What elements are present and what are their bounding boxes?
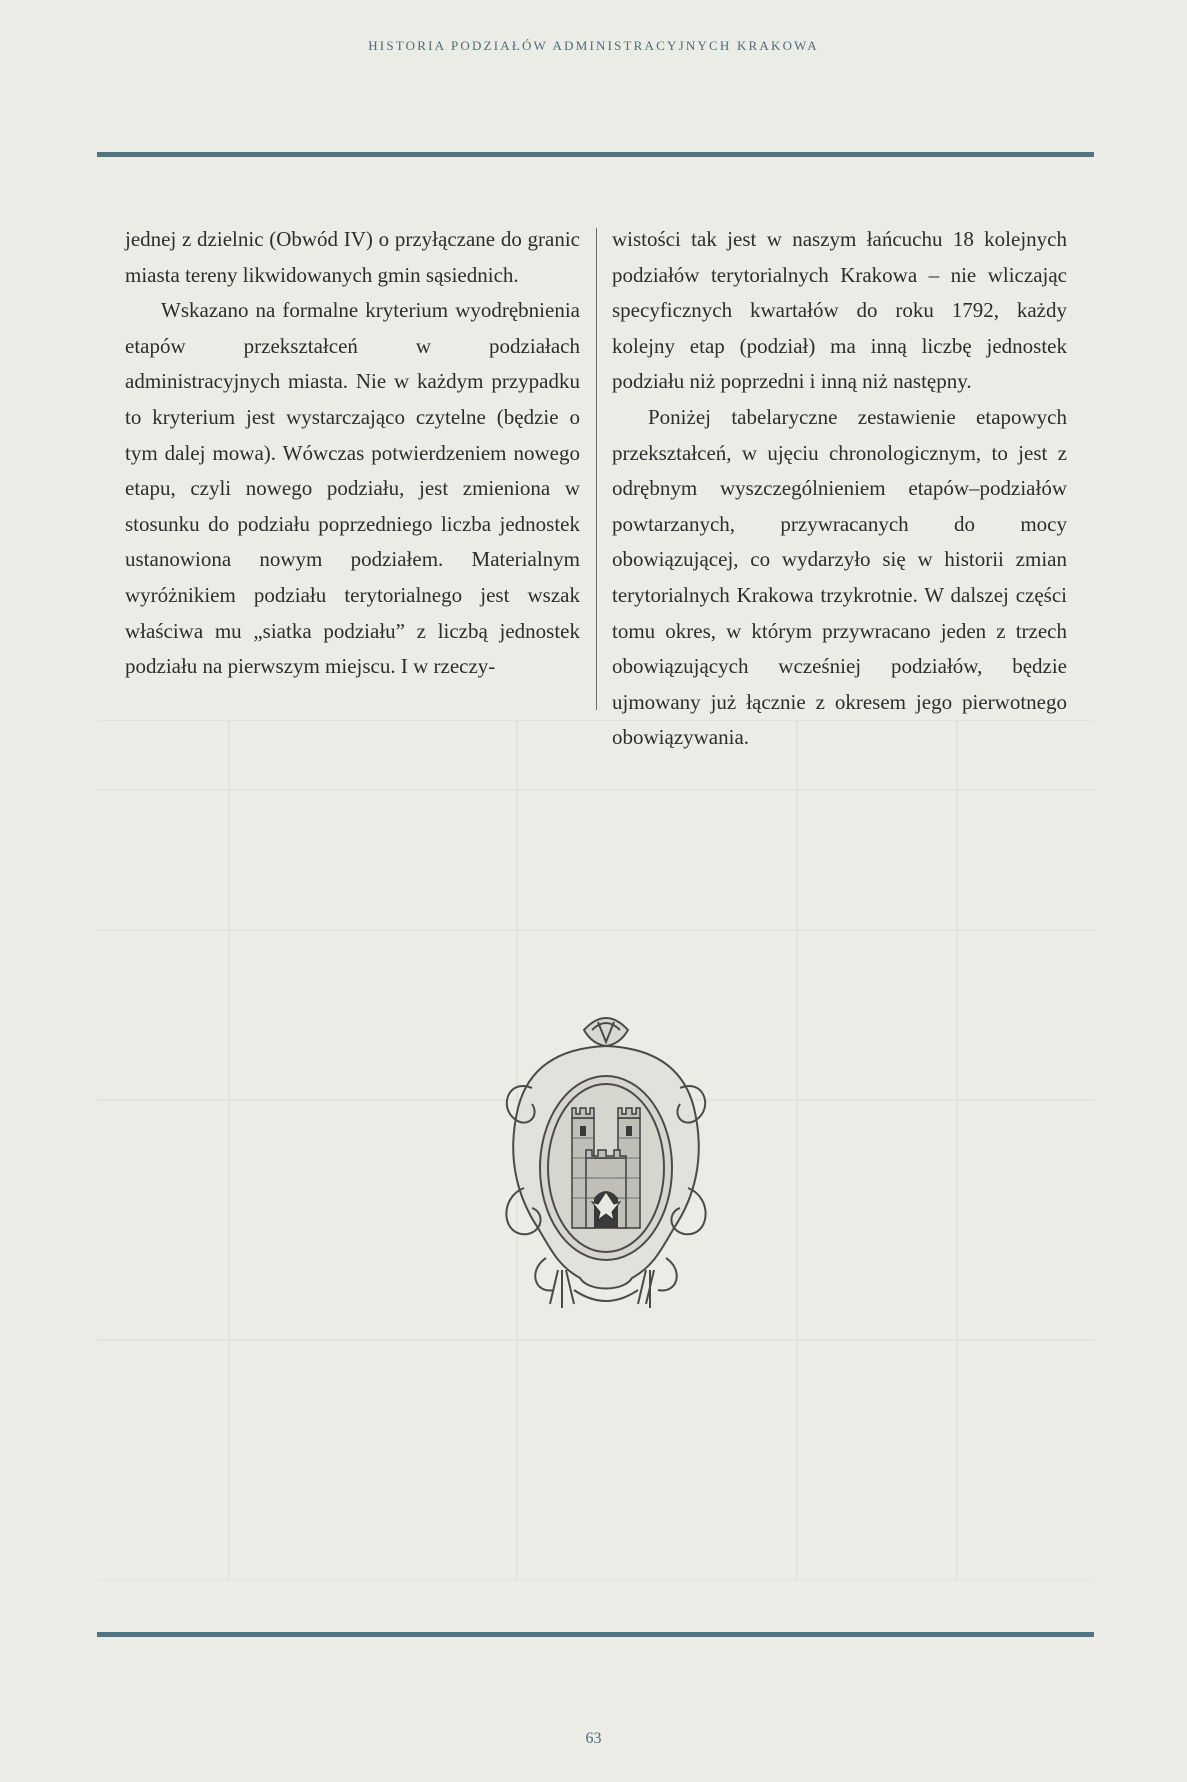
page-number: 63 — [585, 1730, 602, 1747]
right-text-column — [612, 222, 1067, 756]
column-divider — [596, 228, 597, 710]
bottom-rule — [97, 1632, 1094, 1637]
left-paragraph-1: jednej z dzielnic (Obwód IV) o przyłączane do granic miasta tereny likwidowanych gmin sąsiednich. — [125, 227, 580, 287]
krakow-coat-of-arms-emblem — [488, 1008, 724, 1316]
right-paragraph-2: Poniżej tabelaryczne zestawienie etapowych przekształceń, w ujęciu chronologicznym, to jest z odrębnym wyszczególnieniem etapów–podziałów powtarzanych, przywracanych do mocy obowiązującej, co wydarzyło się w historii zmian terytorialnych Krakowa trzykrotnie. W dalszej części tomu okres, w którym przywracano jeden z trzech obowiązujących wcześniej podziałów, będzie ujmowany już łącznie z okresem jego pierwotnego obowiązywania. — [612, 404, 1067, 750]
left-text-column — [125, 222, 580, 685]
left-paragraph-2: Wskazano na formalne kryterium wyodrębnienia etapów przekształceń w podziałach administracyjnych miasta. Nie w każdym przypadku to kryterium jest wystarczająco czytelne (będzie o tym dalej mowa). Wówczas potwierdzeniem nowego etapu, czyli nowego podziału, jest zmieniona w stosunku do podziału poprzedniego liczba jednostek ustanowiona nowym podziałem. Materialnym wyróżnikiem podziału terytorialnego jest wszak właściwa mu „siatka podziału” z liczbą jednostek podziału na pierwszym miejscu. I w rzeczy- — [125, 298, 580, 679]
top-rule — [97, 152, 1094, 157]
running-head: HISTORIA PODZIAŁÓW ADMINISTRACYJNYCH KRAKOWA — [368, 38, 819, 53]
right-paragraph-1: wistości tak jest w naszym łańcuchu 18 kolejnych podziałów terytorialnych Krakowa – nie wliczając specyficznych kwartałów do roku 1792, każdy kolejny etap (podział) ma inną liczbę jednostek podziału niż poprzedni i inną niż następny. — [612, 227, 1067, 394]
